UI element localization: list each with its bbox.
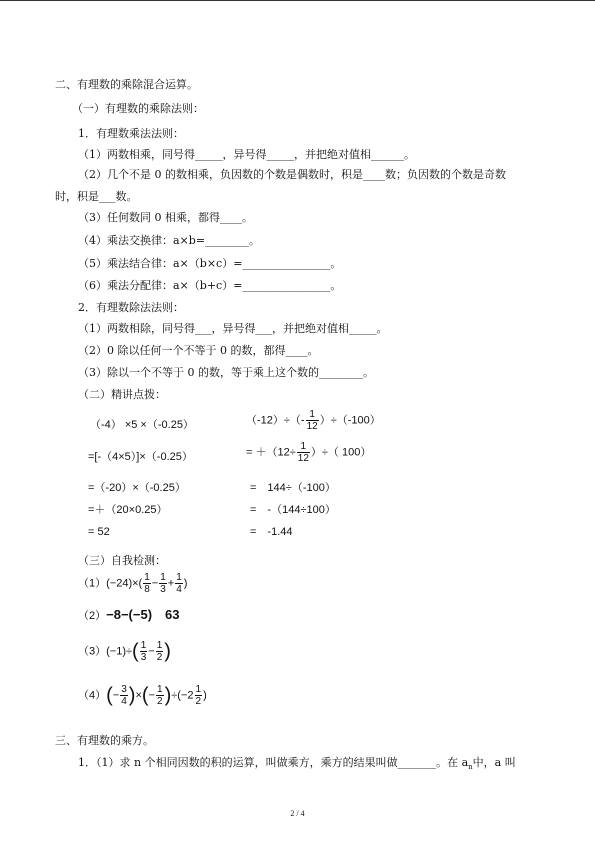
example-right-line-3: = 144÷（-100）	[250, 482, 336, 494]
example-left-line-2: =[-（4×5）]×（-0.25）	[88, 451, 193, 463]
page-number: 2 / 4	[290, 809, 305, 818]
check-problem-2: （2）−8−(−5) 63	[78, 607, 180, 622]
fraction: $\frac{1}{2}$	[157, 684, 163, 707]
fraction: $\frac{1}{12}$	[306, 409, 318, 432]
rule-item-1: （1）两数相乘，同号得_____，异号得_____，并把绝对值相______。	[78, 148, 415, 161]
fraction: $\frac{1}{3}$	[160, 572, 166, 595]
div-rule-item-1: （1）两数相除，同号得___，异号得___，并把绝对值相_____。	[78, 322, 388, 335]
subheading-rules: （一）有理数的乘除法则：	[72, 102, 204, 115]
div-rule-item-2: （2）0 除以任何一个不等于 0 的数，都得____。	[78, 344, 319, 357]
example-left-line-4: =＋（20×0.25）	[88, 504, 168, 516]
multiplication-rules-title: 1．有理数乘法法则：	[78, 127, 184, 140]
fraction: $\frac{1}{2}$	[195, 684, 202, 707]
check-problem-4: （4）(− $\frac{3}{4}$ )×(− $\frac{1}{2}$ )÷(−2 $\frac{1}{2}$ )	[78, 684, 207, 707]
subheading-self-check: （三）自我检测：	[78, 554, 166, 567]
subheading-examples: （二）精讲点拨：	[78, 388, 166, 401]
power-definition-line: 1．（1）求 n 个相同因数的积的运算，叫做乘方，乘方的结果叫做_______。在 $a_n$中，a 叫	[78, 756, 516, 772]
fraction: $\frac{1}{4}$	[176, 572, 182, 595]
fraction: $\frac{1}{12}$	[297, 441, 309, 464]
example-right-line-4: = -（144÷100）	[250, 504, 336, 516]
example-left-line-5: = 52	[88, 526, 110, 538]
rule-item-6: （6）乘法分配律：a×（b+c）=________________。	[78, 279, 342, 292]
fraction: $\frac{1}{3}$	[140, 640, 147, 663]
header-rule	[0, 0, 595, 1]
check-problem-3: （3）(−1)÷( $\frac{1}{3}$ − $\frac{1}{2}$ )	[78, 640, 171, 663]
check-problem-1: （1）(−24)×( $\frac{1}{8}$ − $\frac{1}{3}$ + $\frac{1}{4}$ )	[78, 572, 188, 595]
example-left-line-1: （-4） ×5 ×（-0.25）	[90, 419, 194, 431]
example-left-line-3: =（-20）×（-0.25）	[88, 482, 186, 494]
example-right-line-5: = -1.44	[250, 526, 293, 538]
example-right-line-2: = ＋（12÷ $\frac{1}{12}$ ）÷（ 100）	[246, 441, 372, 464]
fraction: $\frac{1}{2}$	[156, 640, 163, 663]
rule-item-4: （4）乘法交换律：a×b=________。	[78, 234, 261, 247]
fraction: $\frac{1}{8}$	[144, 572, 150, 595]
div-rule-item-3: （3）除以一个不等于 0 的数，等于乘上这个数的________。	[78, 366, 374, 379]
rule-item-2a: （2）几个不是 0 的数相乘，负因数的个数是偶数时，积是____数；负因数的个数是奇数	[78, 168, 506, 181]
section-heading-3: 三、有理数的乘方。	[55, 734, 154, 747]
rule-item-5: （5）乘法结合律：a×（b×c）=________________。	[78, 257, 342, 270]
rule-item-2b: 时，积是___数。	[55, 190, 138, 203]
rule-item-3: （3）任何数同 0 相乘，都得____。	[78, 211, 253, 224]
section-heading-2: 二、有理数的乘除混合运算。	[55, 78, 198, 91]
division-rules-title: 2．有理数除法法则：	[78, 301, 184, 314]
example-right-line-1: （-12）÷（- $\frac{1}{12}$ ）÷（-100）	[246, 409, 381, 432]
fraction: $\frac{3}{4}$	[121, 684, 127, 707]
